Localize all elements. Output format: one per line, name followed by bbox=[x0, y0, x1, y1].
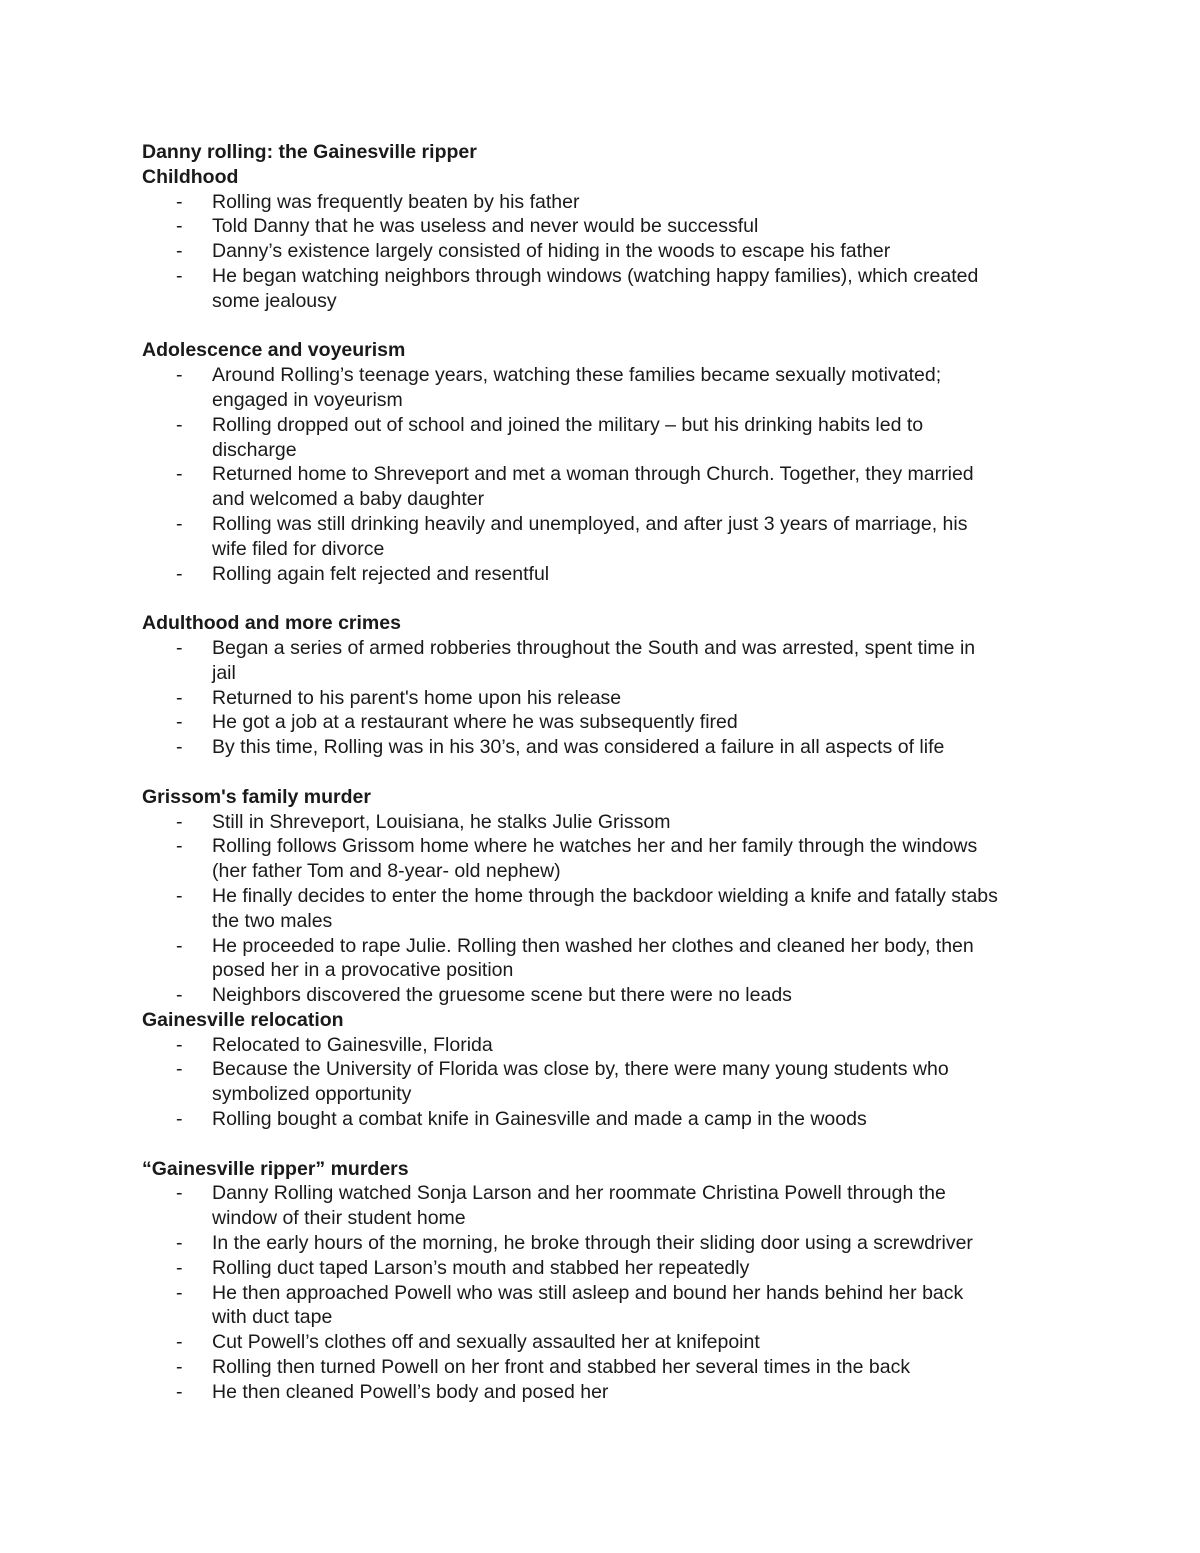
bullet-list bbox=[142, 363, 1080, 586]
bullet-list bbox=[142, 810, 1080, 1008]
bullet-list bbox=[142, 1181, 1080, 1404]
list-item: - He then approached Powell who was still asleep and bound her hands behind her back with duct tape bbox=[142, 1281, 1002, 1331]
list-item: - Still in Shreveport, Louisiana, he stalks Julie Grissom bbox=[142, 810, 1002, 835]
list-item: - Rolling then turned Powell on her front and stabbed her several times in the back bbox=[142, 1355, 1002, 1380]
section-heading: Adolescence and voyeurism bbox=[142, 339, 406, 362]
list-item: - Rolling was still drinking heavily and unemployed, and after just 3 years of marriage, his wife filed for divorce bbox=[142, 512, 1002, 562]
bullet-list bbox=[142, 190, 1080, 314]
list-item: - Began a series of armed robberies throughout the South and was arrested, spent time in jail bbox=[142, 636, 1002, 686]
section-gainesville-relocation bbox=[142, 1008, 1080, 1132]
section-childhood bbox=[142, 165, 1080, 314]
list-item: - He got a job at a restaurant where he was subsequently fired bbox=[142, 710, 1002, 735]
list-item: - He began watching neighbors through windows (watching happy families), which created some jealousy bbox=[142, 264, 1002, 314]
list-item: - Because the University of Florida was close by, there were many young students who symbolized opportunity bbox=[142, 1057, 1002, 1107]
list-item: - Danny Rolling watched Sonja Larson and her roommate Christina Powell through the window of their student home bbox=[142, 1181, 1002, 1231]
bullet-list bbox=[142, 1033, 1080, 1132]
list-item: - Danny’s existence largely consisted of hiding in the woods to escape his father bbox=[142, 239, 1002, 264]
list-item: - He finally decides to enter the home through the backdoor wielding a knife and fatally stabs the two males bbox=[142, 884, 1002, 934]
list-item: - By this time, Rolling was in his 30’s, and was considered a failure in all aspects of life bbox=[142, 735, 1002, 760]
list-item: - Told Danny that he was useless and never would be successful bbox=[142, 214, 1002, 239]
list-item: - Returned home to Shreveport and met a woman through Church. Together, they married and welcomed a baby daughter bbox=[142, 462, 1002, 512]
list-item: - Rolling again felt rejected and resentful bbox=[142, 562, 1002, 587]
list-item: - Rolling duct taped Larson’s mouth and stabbed her repeatedly bbox=[142, 1256, 1002, 1281]
section-heading: Adulthood and more crimes bbox=[142, 612, 401, 635]
section-heading: Gainesville relocation bbox=[142, 1008, 344, 1031]
list-item: - Rolling dropped out of school and joined the military – but his drinking habits led to discharge bbox=[142, 413, 1002, 463]
list-item: - He then cleaned Powell’s body and posed her bbox=[142, 1380, 1002, 1405]
section-grissom-murder bbox=[142, 785, 1080, 1008]
list-item: - In the early hours of the morning, he broke through their sliding door using a screwdriver bbox=[142, 1231, 1002, 1256]
list-item: - Relocated to Gainesville, Florida bbox=[142, 1033, 1002, 1058]
list-item: - Rolling bought a combat knife in Gainesville and made a camp in the woods bbox=[142, 1107, 1002, 1132]
list-item: - He proceeded to rape Julie. Rolling then washed her clothes and cleaned her body, then posed her in a provocative position bbox=[142, 934, 1002, 984]
list-item: - Around Rolling’s teenage years, watching these families became sexually motivated; engaged in voyeurism bbox=[142, 363, 1002, 413]
list-item: - Neighbors discovered the gruesome scene but there were no leads bbox=[142, 983, 1002, 1008]
list-item: - Rolling follows Grissom home where he watches her and her family through the windows (her father Tom and 8-year- old nephew) bbox=[142, 834, 1002, 884]
list-item: - Cut Powell’s clothes off and sexually assaulted her at knifepoint bbox=[142, 1330, 1002, 1355]
section-heading: “Gainesville ripper” murders bbox=[142, 1157, 409, 1180]
section-adulthood bbox=[142, 611, 1080, 760]
list-item: - Rolling was frequently beaten by his father bbox=[142, 190, 1002, 215]
list-item: - Returned to his parent's home upon his release bbox=[142, 686, 1002, 711]
section-adolescence bbox=[142, 338, 1080, 586]
section-heading: Childhood bbox=[142, 165, 239, 188]
bullet-list bbox=[142, 636, 1080, 760]
document-title: Danny rolling: the Gainesville ripper bbox=[142, 141, 477, 163]
section-ripper-murders bbox=[142, 1157, 1080, 1405]
section-heading: Grissom's family murder bbox=[142, 785, 371, 808]
